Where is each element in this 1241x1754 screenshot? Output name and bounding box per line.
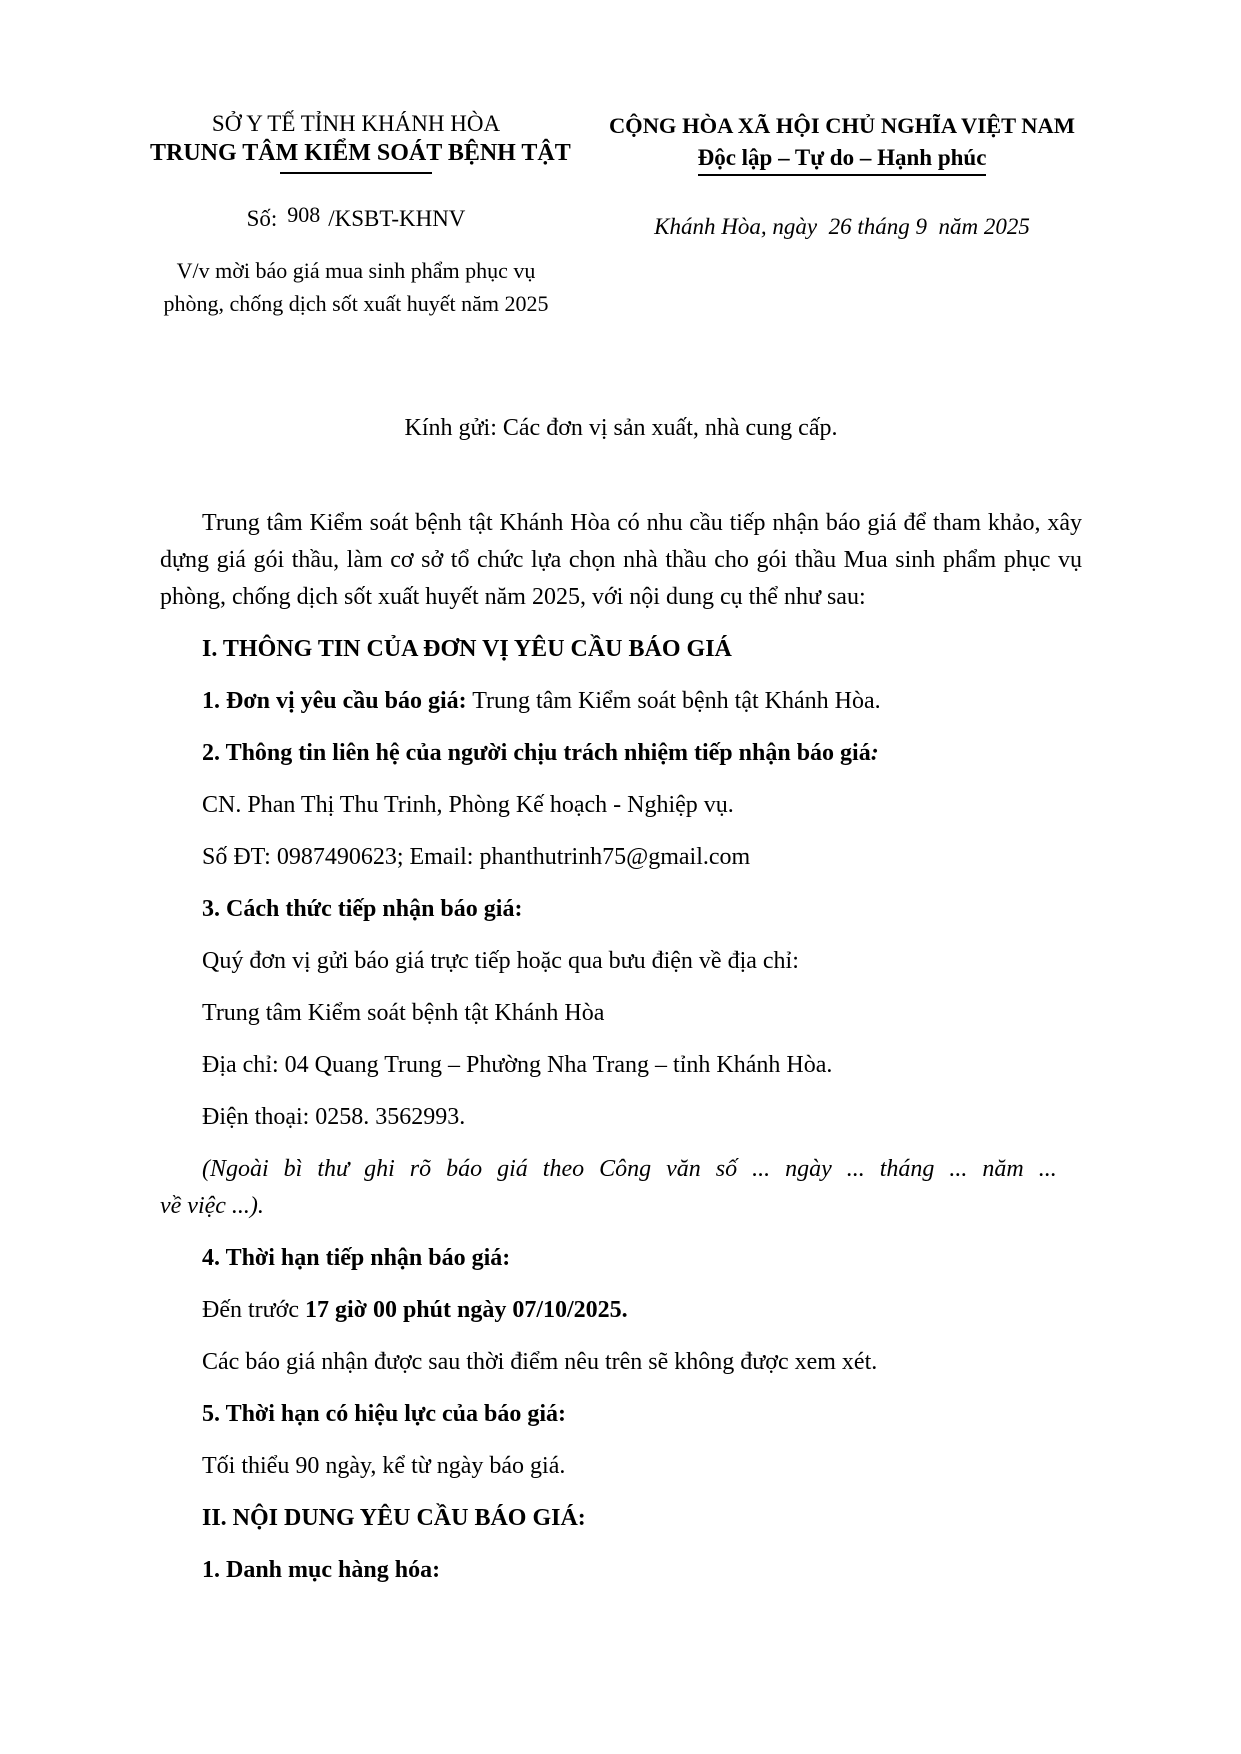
item-4-prefix: Đến trước (202, 1297, 305, 1323)
item-4-deadline-bold: 17 giờ 00 phút ngày 07/10/2025. (305, 1297, 628, 1323)
national-title: CỘNG HÒA XÃ HỘI CHỦ NGHĨA VIỆT NAM (608, 113, 1076, 138)
document-number-value: 908 (287, 202, 321, 227)
document-subject-line1: V/v mời báo giá mua sinh phẩm phục vụ (176, 258, 536, 283)
item-4-heading: 4. Thời hạn tiếp nhận báo giá: (202, 1245, 511, 1271)
national-header-block (568, 112, 1116, 242)
item-2-label: 2. Thông tin liên hệ của người chịu trách nhiệm tiếp nhận báo giá (202, 740, 871, 766)
parent-agency-name: SỞ Y TẾ TỈNH KHÁNH HÒA (211, 111, 501, 136)
place-date-line: Khánh Hòa, ngày 26 tháng 9 năm 2025 (654, 214, 1030, 239)
salutation-line: Kính gửi: Các đơn vị sản xuất, nhà cung cấp. (404, 415, 838, 441)
section2-item1: 1. Danh mục hàng hóa: (202, 1557, 441, 1583)
item-5-text: Tối thiểu 90 ngày, kể từ ngày báo giá. (202, 1453, 566, 1479)
issuing-agency-block (150, 110, 571, 320)
national-motto: Độc lập – Tự do – Hạnh phúc (698, 144, 987, 176)
section2-heading: II. NỘI DUNG YÊU CẦU BÁO GIÁ: (202, 1505, 586, 1531)
item-3-heading: 3. Cách thức tiếp nhận báo giá: (202, 896, 523, 922)
section1-heading: I. THÔNG TIN CỦA ĐƠN VỊ YÊU CẦU BÁO GIÁ (202, 636, 732, 662)
document-number-suffix: /KSBT-KHNV (328, 206, 466, 231)
contact-phone-email-line: Số ĐT: 0987490623; Email: phanthutrinh75@gmail.com (202, 844, 751, 870)
document-body (160, 505, 1082, 1604)
agency-name: TRUNG TÂM KIỂM SOÁT BỆNH TẬT (150, 140, 571, 166)
item-3-line4: Điện thoại: 0258. 3562993. (202, 1104, 466, 1130)
item-4-deadline (160, 1292, 1082, 1329)
document-subject (150, 254, 562, 320)
document-number-label: Số: (246, 206, 278, 231)
document-subject-line2: phòng, chống dịch sốt xuất huyết năm 2025 (163, 291, 549, 316)
agency-underline (280, 172, 432, 174)
contact-name-line: CN. Phan Thị Thu Trinh, Phòng Kế hoạch - Nghiệp vụ. (202, 792, 734, 818)
item-1-text: Trung tâm Kiểm soát bệnh tật Khánh Hòa. (466, 688, 881, 714)
item-1-label: 1. Đơn vị yêu cầu báo giá: (202, 688, 467, 714)
item-2-colon: : (870, 740, 879, 766)
envelope-note-line2: về việc ...). (160, 1193, 264, 1219)
item-3-line3: Địa chỉ: 04 Quang Trung – Phường Nha Trang – tỉnh Khánh Hòa. (202, 1052, 833, 1078)
intro-paragraph: Trung tâm Kiểm soát bệnh tật Khánh Hòa có nhu cầu tiếp nhận báo giá để tham khảo, xây dựng giá gói thầu, làm cơ sở tổ chức lựa chọn nhà thầu cho gói thầu Mua sinh phẩm phục vụ phòng, chống dịch sốt xuất huyết năm 2025, với nội dung cụ thể như sau: (160, 510, 1082, 610)
item-3-line1: Quý đơn vị gửi báo giá trực tiếp hoặc qua bưu điện về địa chỉ: (202, 948, 799, 974)
envelope-note-line1: (Ngoài bì thư ghi rõ báo giá theo Công văn số ... ngày ... tháng ... năm ... (202, 1156, 1057, 1182)
item-3-line2: Trung tâm Kiểm soát bệnh tật Khánh Hòa (202, 1000, 605, 1026)
item-2-contact-heading (160, 735, 1082, 772)
item-4-note: Các báo giá nhận được sau thời điểm nêu trên sẽ không được xem xét. (202, 1349, 878, 1375)
envelope-note (160, 1151, 1082, 1225)
document-number-line (150, 204, 562, 234)
item-1-requesting-unit (160, 683, 1082, 720)
item-5-heading: 5. Thời hạn có hiệu lực của báo giá: (202, 1401, 566, 1427)
